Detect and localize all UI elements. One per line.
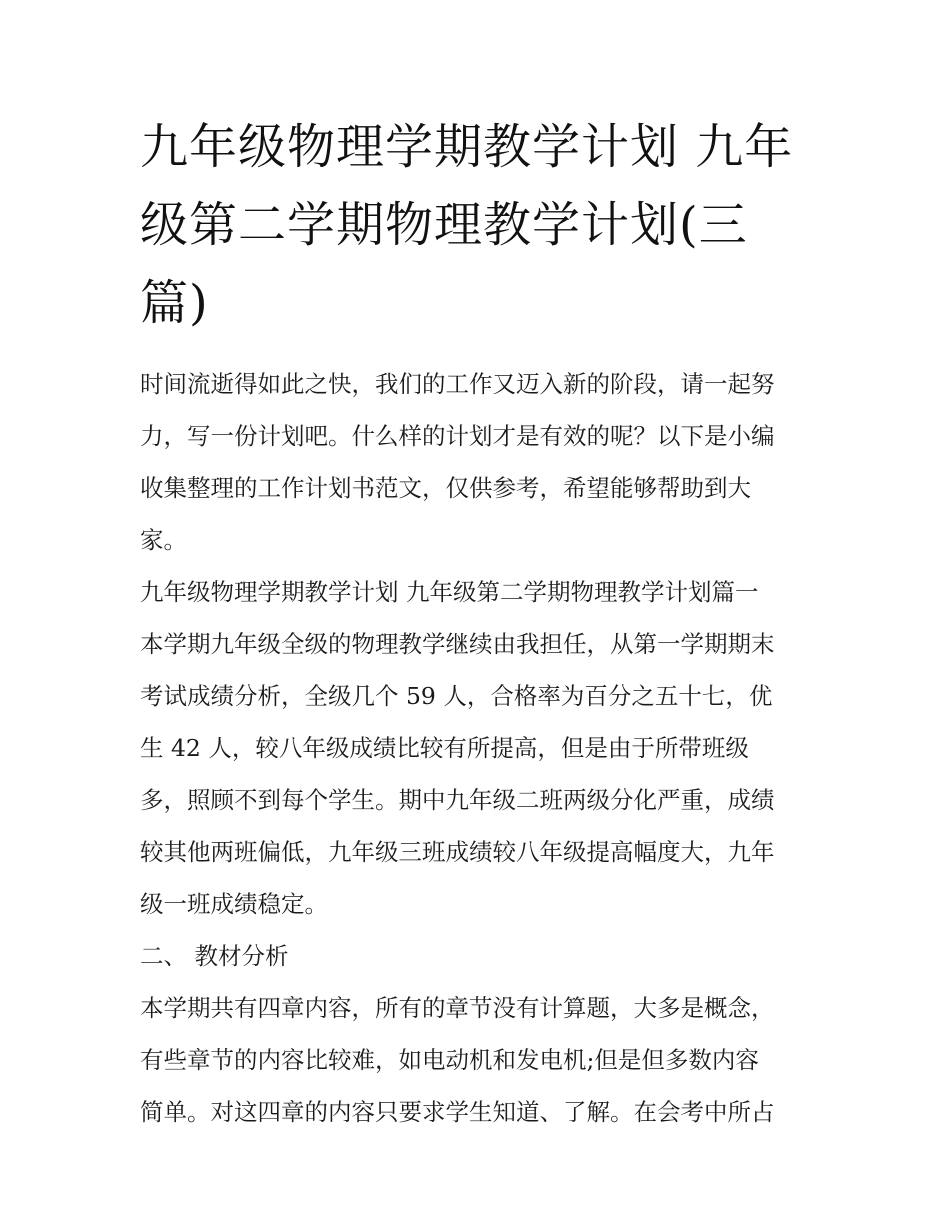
body-line: 收集整理的工作计划书范文，仅供参考，希望能够帮助到大 <box>140 474 751 502</box>
body-line: 家。 <box>140 526 187 554</box>
body-line: 多，照顾不到每个学生。期中九年级二班两级分化严重，成绩 <box>140 786 775 814</box>
body-line: 简单。对这四章的内容只要求学生知道、了解。在会考中所占 <box>140 1098 775 1126</box>
document-title <box>140 108 820 342</box>
body-line: 考试成绩分析，全级几个 59 人，合格率为百分之五十七，优 <box>140 682 773 710</box>
body-line: 本学期九年级全级的物理教学继续由我担任，从第一学期期末 <box>140 630 775 658</box>
title-line-1: 九年级物理学期教学计划 九年 <box>140 119 794 175</box>
body-line: 级一班成绩稳定。 <box>140 890 328 918</box>
body-line: 生 42 人，较八年级成绩比较有所提高，但是由于所带班级 <box>140 734 749 762</box>
body-line: 时间流逝得如此之快，我们的工作又迈入新的阶段，请一起努 <box>140 370 775 398</box>
body-line: 力，写一份计划吧。什么样的计划才是有效的呢？以下是小编 <box>140 422 775 450</box>
document-body <box>140 358 830 1138</box>
body-line: 较其他两班偏低，九年级三班成绩较八年级提高幅度大，九年 <box>140 838 775 866</box>
title-line-2: 级第二学期物理教学计划(三 <box>140 197 748 253</box>
body-line: 本学期共有四章内容，所有的章节没有计算题，大多是概念， <box>140 994 775 1022</box>
body-line: 有些章节的内容比较难，如电动机和发电机;但是但多数内容 <box>140 1046 759 1074</box>
title-line-3: 篇) <box>140 275 209 331</box>
section-heading-teaching-material: 二、 教材分析 <box>140 942 289 970</box>
section-heading-line: 九年级物理学期教学计划 九年级第二学期物理教学计划篇一 <box>140 578 759 606</box>
